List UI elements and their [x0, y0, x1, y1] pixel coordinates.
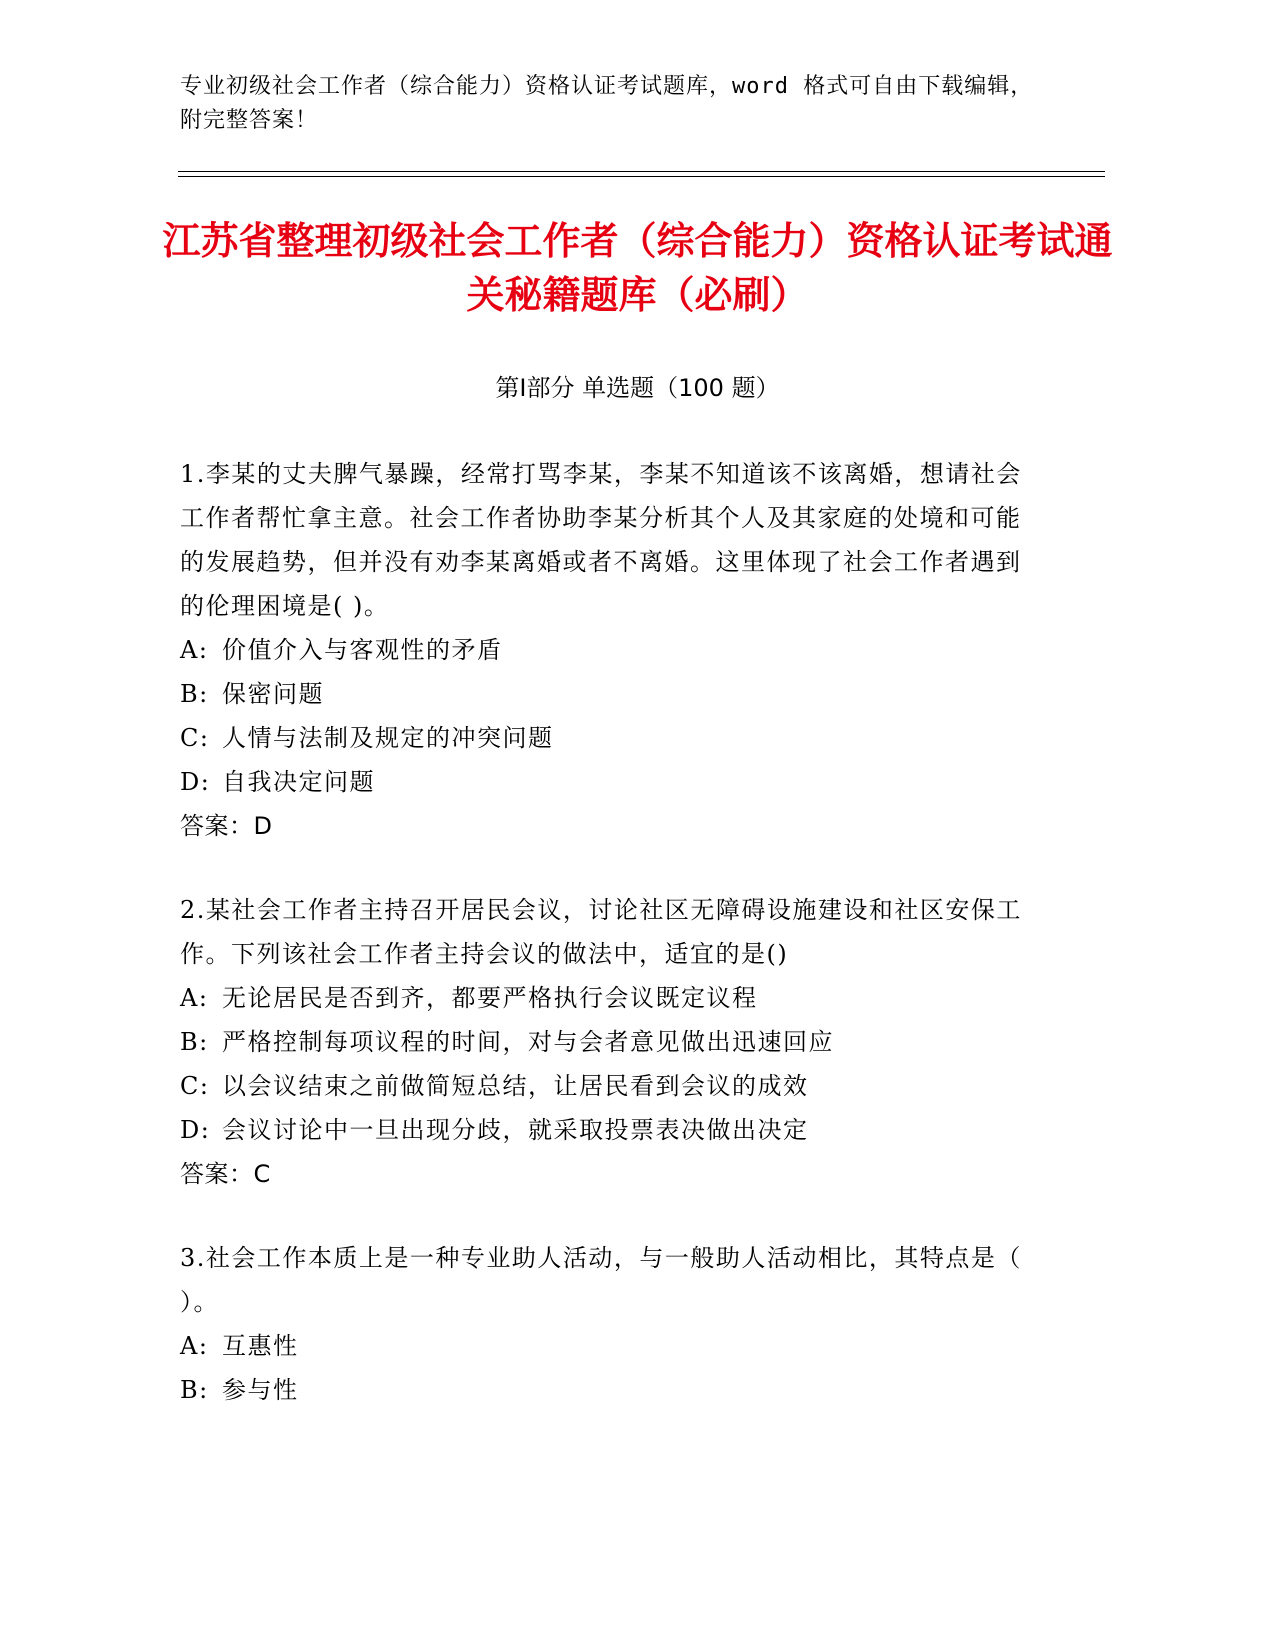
- option-letter: A:: [180, 1332, 209, 1360]
- option-text: 自我决定问题: [222, 768, 375, 796]
- option-a: [180, 976, 1030, 1020]
- option-letter: D:: [180, 1116, 211, 1144]
- option-d: [180, 760, 1030, 804]
- header-note: 专业初级社会工作者（综合能力）资格认证考试题库，word 格式可自由下载编辑，附完整答案！: [180, 74, 1034, 133]
- option-letter: B:: [180, 680, 209, 708]
- question-2: [180, 888, 1030, 1196]
- option-letter: C:: [180, 724, 210, 752]
- option-a: [180, 1324, 1030, 1368]
- answer: 答案：D: [180, 812, 273, 840]
- option-a: [180, 628, 1030, 672]
- option-letter: B:: [180, 1028, 209, 1056]
- option-d: [180, 1108, 1030, 1152]
- option-text: 严格控制每项议程的时间，对与会者意见做出迅速回应: [222, 1028, 834, 1056]
- header-divider-bottom: [178, 176, 1105, 177]
- option-text: 参与性: [222, 1376, 299, 1404]
- option-letter: C:: [180, 1072, 210, 1100]
- question-3: [180, 1236, 1030, 1412]
- answer: 答案：C: [180, 1160, 271, 1188]
- option-b: [180, 1020, 1030, 1064]
- option-b: [180, 1368, 1030, 1412]
- option-letter: B:: [180, 1376, 209, 1404]
- option-letter: A:: [180, 636, 209, 664]
- option-text: 人情与法制及规定的冲突问题: [222, 724, 554, 752]
- question-stem: 3.社会工作本质上是一种专业助人活动，与一般助人活动相比，其特点是（ ）。: [180, 1244, 1022, 1316]
- document-title: 江苏省整理初级社会工作者（综合能力）资格认证考试通关秘籍题库（必刷）: [162, 219, 1113, 317]
- question-stem: 2.某社会工作者主持召开居民会议，讨论社区无障碍设施建设和社区安保工作。下列该社会工作者主持会议的做法中，适宜的是(): [180, 896, 1022, 968]
- option-text: 会议讨论中一旦出现分歧，就采取投票表决做出决定: [222, 1116, 809, 1144]
- question-1: [180, 452, 1030, 848]
- question-list: [180, 452, 1030, 1452]
- section-heading: 第Ⅰ部分 单选题（100 题）: [495, 374, 780, 402]
- option-letter: A:: [180, 984, 209, 1012]
- option-letter: D:: [180, 768, 211, 796]
- option-text: 以会议结束之前做简短总结，让居民看到会议的成效: [222, 1072, 809, 1100]
- header-divider-top: [178, 171, 1105, 172]
- option-text: 价值介入与客观性的矛盾: [222, 636, 503, 664]
- option-text: 互惠性: [222, 1332, 299, 1360]
- option-b: [180, 672, 1030, 716]
- option-c: [180, 1064, 1030, 1108]
- option-text: 无论居民是否到齐，都要严格执行会议既定议程: [222, 984, 758, 1012]
- option-text: 保密问题: [222, 680, 324, 708]
- question-stem: 1.李某的丈夫脾气暴躁，经常打骂李某，李某不知道该不该离婚，想请社会工作者帮忙拿主意。社会工作者协助李某分析其个人及其家庭的处境和可能的发展趋势，但并没有劝李某离婚或者不离婚。这里体现了社会工作者遇到的伦理困境是( )。: [180, 460, 1022, 620]
- option-c: [180, 716, 1030, 760]
